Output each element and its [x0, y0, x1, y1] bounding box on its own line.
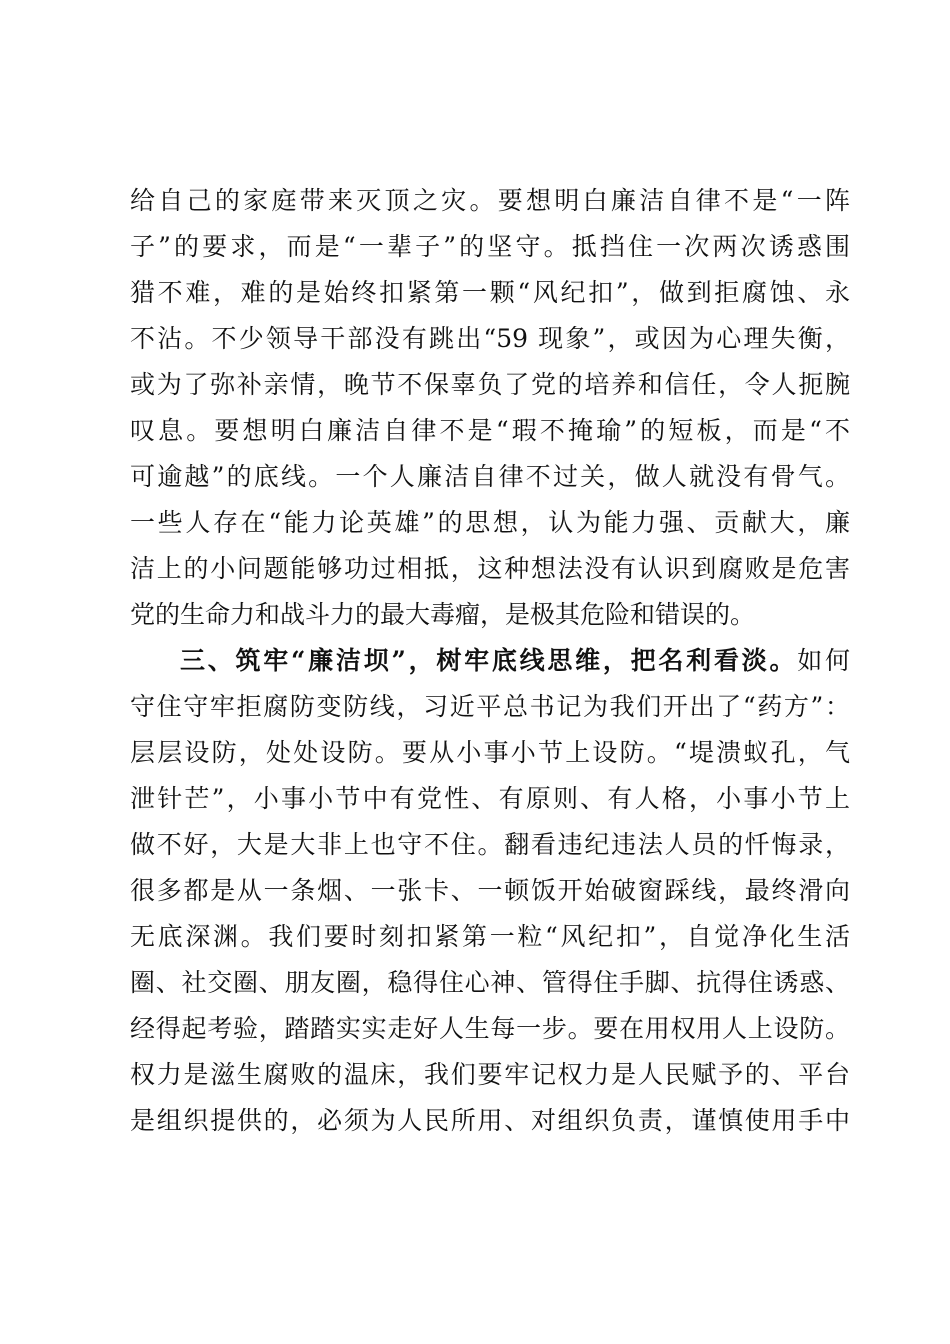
text-line: 圈、社交圈、朋友圈，稳得住心神、管得住手脚、抗得住诱惑、 [130, 968, 850, 997]
text-line: 无底深渊。我们要时刻扣紧第一粒“风纪扣”，自觉净化生活 [130, 922, 850, 951]
text-line: 一些人存在“能力论英雄”的思想，认为能力强、贡献大，廉 [130, 508, 850, 537]
text-line: 给自己的家庭带来灭顶之灾。要想明白廉洁自律不是“一阵 [130, 186, 850, 215]
text-line: 或为了弥补亲情，晚节不保辜负了党的培养和信任，令人扼腕 [130, 370, 850, 399]
paragraph-1 [130, 178, 850, 638]
text-line: 可逾越”的底线。一个人廉洁自律不过关，做人就没有骨气。 [130, 462, 850, 491]
text-line: 党的生命力和战斗力的最大毒瘤，是极其危险和错误的。 [130, 600, 756, 629]
body-text [130, 178, 850, 1144]
heading-line-rest: 如何 [797, 646, 850, 675]
text-line: 猎不难，难的是始终扣紧第一颗“风纪扣”，做到拒腐蚀、永 [130, 278, 850, 307]
text-line: 洁上的小问题能够功过相抵，这种想法没有认识到腐败是危害 [130, 554, 850, 583]
text-line: 经得起考验，踏踏实实走好人生每一步。要在用权用人上设防。 [130, 1014, 850, 1043]
text-line: 叹息。要想明白廉洁自律不是“瑕不掩瑜”的短板，而是“不 [130, 416, 850, 445]
text-line: 权力是滋生腐败的温床，我们要牢记权力是人民赋予的、平台 [130, 1060, 850, 1089]
text-line: 泄针芒”，小事小节中有党性、有原则、有人格，小事小节上 [130, 784, 850, 813]
text-line: 层层设防，处处设防。要从小事小节上设防。“堤溃蚁孔，气 [130, 738, 850, 767]
text-line: 不沾。不少领导干部没有跳出“59 现象”，或因为心理失衡， [130, 324, 850, 353]
section-heading-line [130, 638, 850, 684]
text-line: 很多都是从一条烟、一张卡、一顿饭开始破窗踩线，最终滑向 [130, 876, 850, 905]
paragraph-2 [130, 638, 850, 1144]
section-heading: 三、筑牢“廉洁坝”，树牢底线思维，把名利看淡。 [180, 646, 798, 675]
text-line: 守住守牢拒腐防变防线，习近平总书记为我们开出了“药方”： [130, 692, 850, 721]
text-line: 做不好，大是大非上也守不住。翻看违纪违法人员的忏悔录， [130, 830, 850, 859]
text-line: 是组织提供的，必须为人民所用、对组织负责，谨慎使用手中 [130, 1106, 850, 1135]
text-line: 子”的要求，而是“一辈子”的坚守。抵挡住一次两次诱惑围 [130, 232, 850, 261]
